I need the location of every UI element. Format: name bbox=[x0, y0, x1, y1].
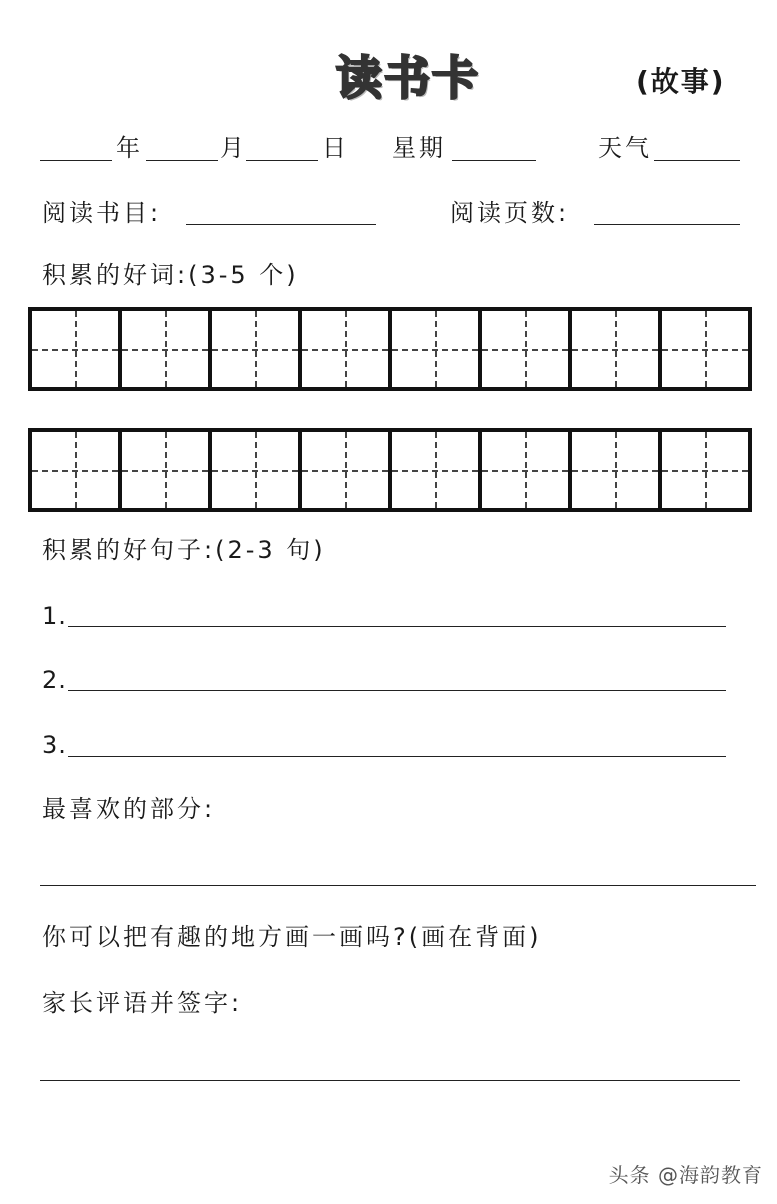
year-label: 年 bbox=[116, 134, 143, 162]
pages-field[interactable] bbox=[594, 224, 740, 225]
weekday-label: 星期 bbox=[392, 134, 446, 162]
word-cell[interactable] bbox=[32, 311, 118, 387]
word-cell[interactable] bbox=[658, 432, 748, 508]
card-title: 读书卡 bbox=[336, 51, 480, 105]
day-label: 日 bbox=[322, 134, 349, 162]
watermark: 头条 @海韵教育 bbox=[608, 1163, 763, 1187]
parent-comment-line[interactable] bbox=[40, 1080, 740, 1081]
word-cell[interactable] bbox=[568, 432, 658, 508]
word-cell[interactable] bbox=[298, 311, 388, 387]
word-cell[interactable] bbox=[118, 432, 208, 508]
word-cell[interactable] bbox=[478, 311, 568, 387]
book-title-label: 阅读书目: bbox=[42, 199, 162, 227]
card-subtitle: (故事) bbox=[636, 65, 726, 98]
word-grid-row-1[interactable] bbox=[28, 307, 752, 391]
word-cell[interactable] bbox=[658, 311, 748, 387]
sentence-number-3: 3. bbox=[42, 731, 67, 759]
weather-label: 天气 bbox=[598, 134, 652, 162]
word-cell[interactable] bbox=[478, 432, 568, 508]
day-field[interactable] bbox=[246, 160, 318, 161]
good-sentences-label: 积累的好句子:(2-3 句) bbox=[42, 536, 326, 564]
word-cell[interactable] bbox=[118, 311, 208, 387]
sentence-number-2: 2. bbox=[42, 666, 67, 694]
weekday-field[interactable] bbox=[452, 160, 536, 161]
favorite-part-label: 最喜欢的部分: bbox=[42, 795, 216, 823]
favorite-part-line[interactable] bbox=[40, 885, 756, 886]
sentence-line-1[interactable] bbox=[68, 626, 726, 627]
word-cell[interactable] bbox=[388, 432, 478, 508]
word-cell[interactable] bbox=[388, 311, 478, 387]
month-field[interactable] bbox=[146, 160, 218, 161]
month-label: 月 bbox=[220, 134, 247, 162]
word-cell[interactable] bbox=[298, 432, 388, 508]
sentence-line-3[interactable] bbox=[68, 756, 726, 757]
word-cell[interactable] bbox=[208, 311, 298, 387]
pages-label: 阅读页数: bbox=[450, 199, 570, 227]
parent-comment-label: 家长评语并签字: bbox=[42, 989, 243, 1017]
draw-prompt: 你可以把有趣的地方画一画吗?(画在背面) bbox=[42, 923, 542, 951]
word-grid-row-2[interactable] bbox=[28, 428, 752, 512]
book-title-field[interactable] bbox=[186, 224, 376, 225]
good-words-label: 积累的好词:(3-5 个) bbox=[42, 261, 299, 289]
word-cell[interactable] bbox=[568, 311, 658, 387]
word-cell[interactable] bbox=[32, 432, 118, 508]
sentence-line-2[interactable] bbox=[68, 690, 726, 691]
weather-field[interactable] bbox=[654, 160, 740, 161]
word-cell[interactable] bbox=[208, 432, 298, 508]
year-field[interactable] bbox=[40, 160, 112, 161]
sentence-number-1: 1. bbox=[42, 602, 67, 630]
